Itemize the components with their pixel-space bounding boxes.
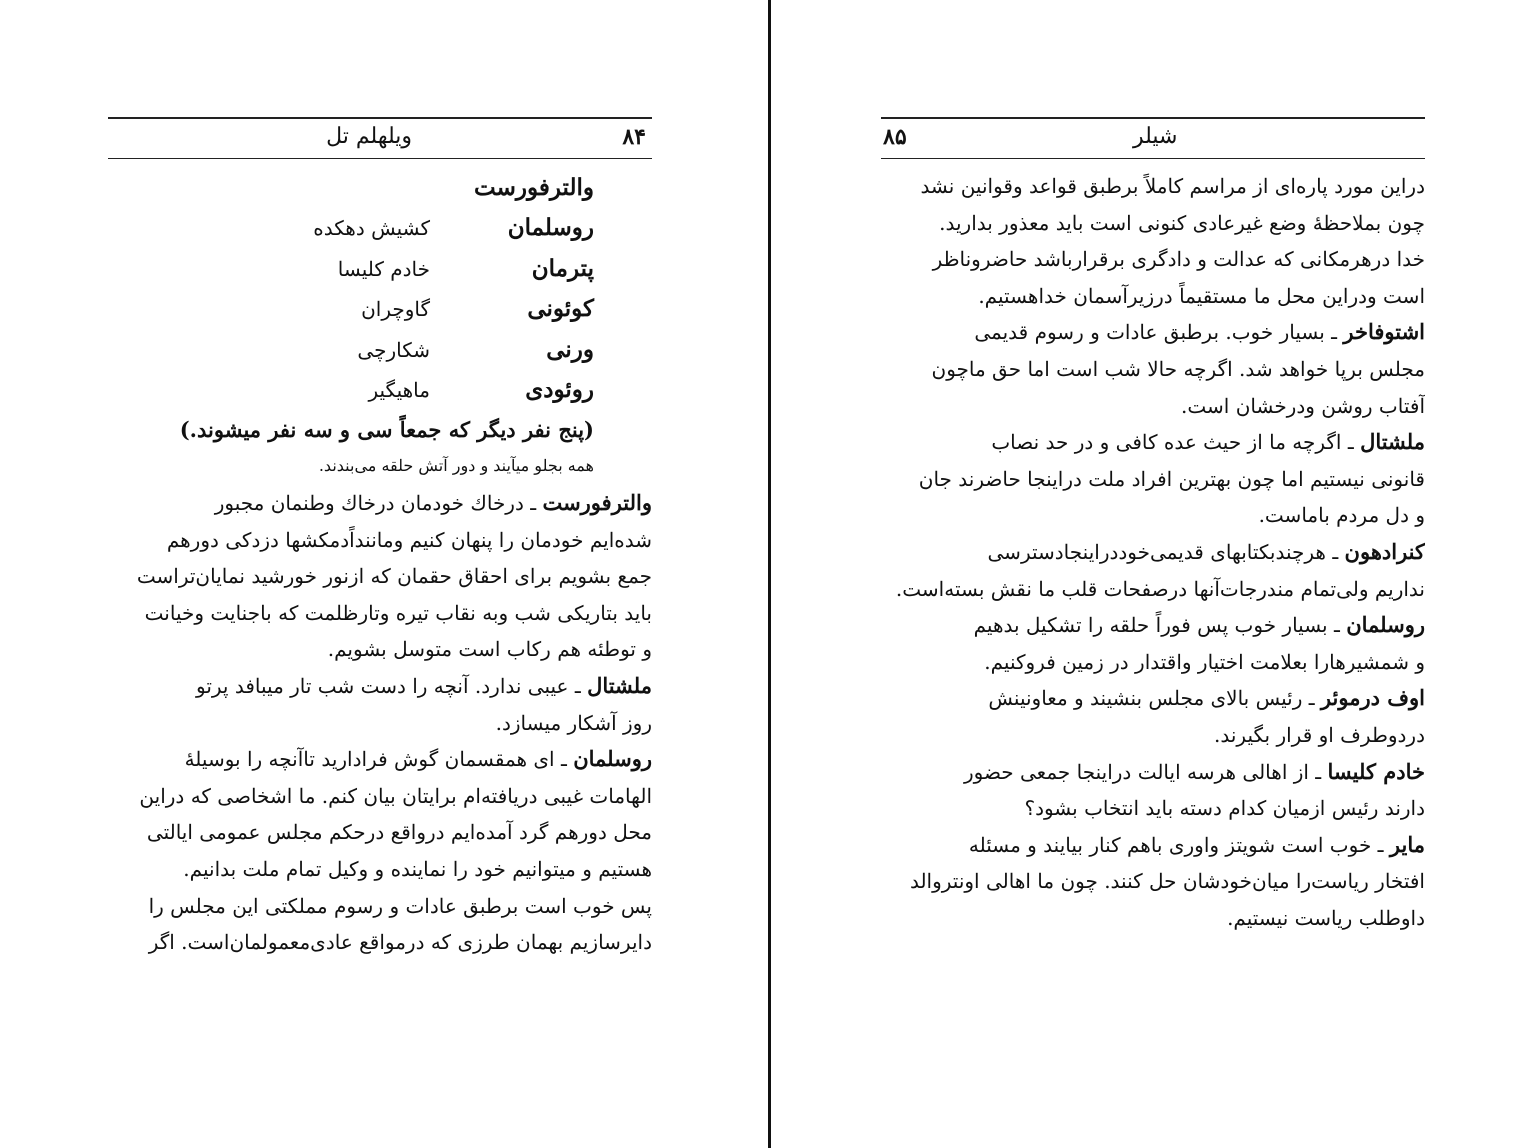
text-line (881, 790, 1425, 827)
running-head-title: ویلهلم تل (326, 124, 412, 149)
cast-row (108, 208, 652, 249)
line-text: و شمشیرهارا بعلامت اختیار واقتدار در زمین فروکنیم. (984, 649, 1425, 674)
line-text: شده‌ایم خودمان را پنهان کنیم وماننداًدمکشها دزدکی دورهم (166, 527, 652, 552)
text-line (881, 314, 1425, 351)
cast-row (108, 289, 652, 330)
line-text: باید بتاریکی شب وبه نقاب تیره وتارظلمت که باجنایت وخیانت (144, 600, 652, 625)
speaker-name: اشتوفاخر (1343, 319, 1425, 345)
cast-name: روسلمان (507, 214, 594, 241)
speaker-name: والترفورست (542, 489, 652, 515)
text-line (108, 705, 652, 742)
page-number: ۸۵ (883, 124, 907, 150)
speaker-name: روسلمان (573, 746, 652, 772)
speaker-name: اوف درموئر (1320, 685, 1425, 711)
speaker-name: ملشتال (1360, 429, 1425, 455)
line-text: آفتاب روشن ودرخشان است. (1181, 393, 1425, 418)
stage-direction-sub: همه بجلو میآیند و دور آتش حلقه می‌بندند. (318, 455, 594, 475)
cast-role: شکارچی (357, 337, 430, 362)
text-line (108, 558, 652, 595)
line-text: ـ رئیس بالای مجلس بنشیند و معاونینش (988, 686, 1321, 711)
cast-row (108, 330, 652, 371)
line-text: الهامات غیبی دریافته‌ام برایتان بیان کنم. ما اشخاصی که دراین (139, 783, 652, 808)
line-text: ـ از اهالی هرسه ایالت دراینجا جمعی حضور (963, 759, 1328, 784)
line-text: و دل مردم باماست. (1258, 503, 1425, 528)
text-line (881, 571, 1425, 608)
speaker-name: ملشتال (587, 672, 652, 698)
cast-role: کشیش دهکده (313, 216, 430, 240)
text-line (108, 924, 652, 961)
line-text: روز آشکار میسازد. (495, 710, 652, 735)
text-line (881, 388, 1425, 425)
line-text: ـ ای همقسمان گوش فرادارید تاآنچه را بوسیلهٔ (184, 747, 574, 772)
cast-name: کوئونی (527, 295, 594, 323)
line-text: ـ درخاك خودمان درخاك وطنمان مجبور (214, 490, 543, 515)
text-line (108, 595, 652, 632)
cast-name: پترمان (531, 254, 594, 282)
line-text: داوطلب ریاست نیستیم. (1227, 905, 1425, 930)
text-line (881, 241, 1425, 278)
speaker-name: خادم کلیسا (1327, 758, 1425, 784)
line-text: مجلس برپا خواهد شد. اگرچه حالا شب است اما حق ماچون (931, 356, 1425, 381)
line-text: هستیم و میتوانیم خود را نماینده و وکیل تمام ملت بدانیم. (183, 856, 652, 881)
line-text: دراین مورد پاره‌ای از مراسم کاملاً برطبق قواعد وقوانین نشد (920, 174, 1425, 198)
text-line (881, 461, 1425, 498)
text-line (108, 668, 652, 705)
text-line (108, 522, 652, 559)
speaker-name: کنرادهون (1344, 538, 1425, 564)
text-line (881, 168, 1425, 205)
text-line (881, 351, 1425, 388)
running-head-title: شیلر (1133, 124, 1178, 149)
line-text: افتخار ریاست‌را میان‌خودشان حل کنند. چون ما اهالی اونتروالد (909, 869, 1425, 894)
header-bottom-rule (881, 158, 1425, 159)
stage-direction: (پنج نفر دیگر که جمعاً سی و سه نفر میشوند.) (179, 416, 594, 442)
cast-name: روئودی (525, 376, 594, 404)
text-line (881, 644, 1425, 681)
line-text: قانونی نیستیم اما چون بهترین افراد ملت دراینجا حاضرند جان (918, 466, 1425, 491)
line-text: ـ خوب است شویتز واوری باهم کنار بیایند و مسئله (968, 832, 1390, 857)
line-text: ـ بسیار خوب. برطبق عادات و رسوم قدیمی (974, 320, 1344, 345)
line-text: پس خوب است برطبق عادات و رسوم مملکتی این مجلس را (148, 893, 652, 918)
text-line (108, 631, 652, 668)
text-line (881, 717, 1425, 754)
text-line (881, 827, 1425, 864)
cast-row (108, 370, 652, 411)
line-text: نداریم ولی‌تمام مندرجات‌آنها درصفحات قلب ما نقش بسته‌است. (895, 576, 1425, 601)
line-text: دارند رئیس ازمیان کدام دسته باید انتخاب بشود؟ (1024, 796, 1425, 821)
text-line (881, 497, 1425, 534)
text-line (881, 863, 1425, 900)
line-text: محل دورهم گرد آمده‌ایم درواقع درحکم مجلس عمومی ایالتی (146, 820, 652, 845)
text-line (881, 534, 1425, 571)
page-body (108, 168, 652, 961)
text-line (108, 851, 652, 888)
header-top-rule (108, 117, 652, 119)
line-text: دایرسازیم بهمان طرزی که درمواقع عادی‌معمولمان‌است. اگر (148, 930, 652, 955)
text-line (881, 424, 1425, 461)
line-text: دردوطرف او قرار بگیرند. (1213, 722, 1425, 747)
header-top-rule (881, 117, 1425, 119)
line-text: خدا درهرمکانی که عدالت و دادگری برقرارباشد حاضروناظر (932, 247, 1425, 272)
cast-heading: والترفورست (474, 174, 594, 201)
book-spine (768, 0, 771, 1148)
text-line (881, 754, 1425, 791)
page-number: ۸۴ (622, 124, 646, 150)
cast-role: ماهیگیر (368, 378, 430, 403)
cast-list (108, 208, 652, 411)
header-bottom-rule (108, 158, 652, 159)
line-text: و توطئه هم رکاب است متوسل بشویم. (327, 637, 652, 662)
dialogue-block (881, 168, 1425, 936)
text-line (108, 741, 652, 778)
running-head (881, 124, 1425, 154)
line-text: ـ عیبی ندارد. آنچه را دست شب تار میبافد پرتو (195, 673, 588, 698)
line-text: ـ هرچندبکتابهای قدیمی‌خوددراینجادسترسی (987, 539, 1345, 564)
text-line (108, 814, 652, 851)
line-text: ـ بسیار خوب پس فوراً حلقه را تشکیل بدهیم (973, 613, 1347, 638)
text-line (108, 778, 652, 815)
cast-role: گاوچران (361, 297, 430, 322)
cast-row (108, 249, 652, 290)
running-head (108, 124, 652, 154)
speaker-name: روسلمان (1346, 612, 1425, 638)
text-line (108, 485, 652, 522)
speaker-name: مایر (1389, 831, 1425, 857)
text-line (881, 278, 1425, 315)
line-text: است ودراین محل ما مستقیماً درزیرآسمان خداهستیم. (978, 283, 1425, 308)
text-line (108, 888, 652, 925)
text-line (881, 680, 1425, 717)
text-line (881, 607, 1425, 644)
dialogue-block (108, 485, 652, 961)
text-line (881, 900, 1425, 937)
line-text: چون بملاحظهٔ وضع غیرعادی کنونی است باید معذور بدارید. (939, 210, 1425, 235)
cast-name: ورنی (546, 335, 594, 363)
cast-role: خادم کلیسا (337, 256, 430, 281)
text-line (881, 205, 1425, 242)
line-text: جمع بشویم برای احقاق حقمان که ازنور خورشید نمایان‌تراست (136, 564, 652, 589)
line-text: ـ اگرچه ما از حیث عده کافی و در حد نصاب (991, 430, 1361, 455)
